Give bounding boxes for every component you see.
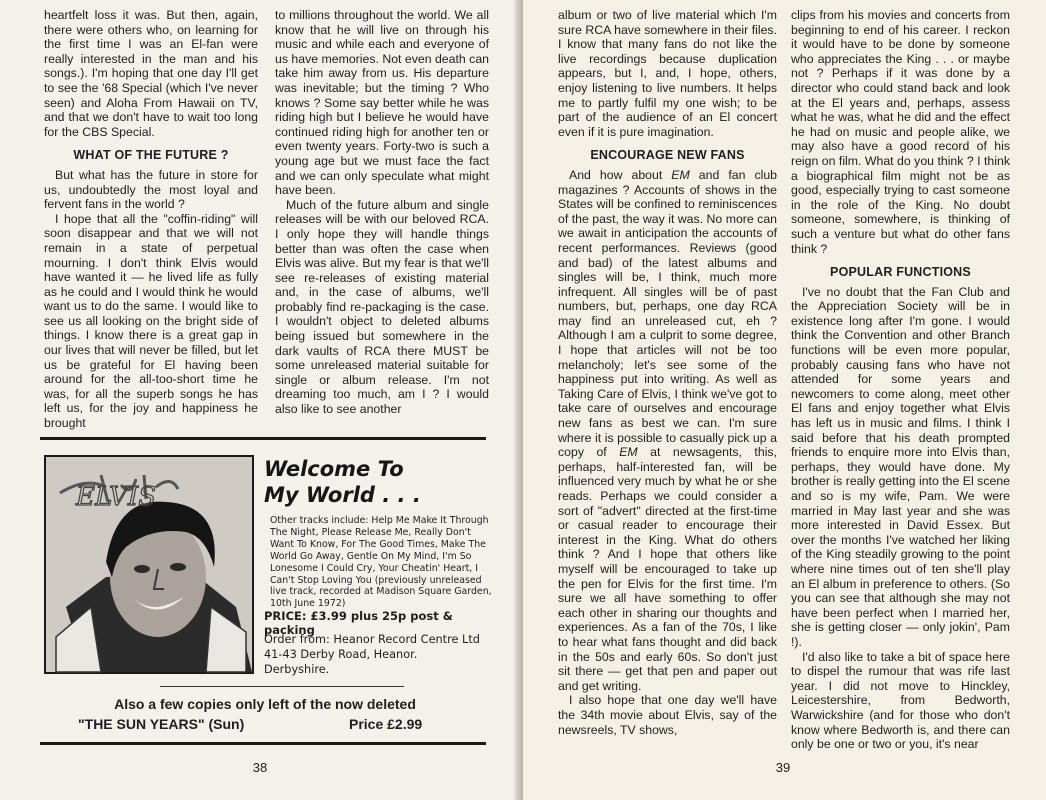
section-heading-future: WHAT OF THE FUTURE ? xyxy=(73,148,229,163)
ad-title-line-2: My World . . . xyxy=(264,483,421,507)
paragraph: to millions throughout the world. We all know that he will live on through his music and while each and everyone of us have memories. Not even death can take him away from us. His departure was inevitable; but the timing ? Who knows ? Some say better while he was riding high but I believe he would have continued riding high for another ten or even twenty years. Forty-two is such a young age but we must face the fact and we can only speculate what might have been. xyxy=(275,8,489,198)
order-line-1: Order from: Heanor Record Centre Ltd xyxy=(264,633,480,646)
paragraph: I also hope that one day we'll have the 34th movie about Elvis, say of the newsreels, TV shows, xyxy=(558,693,777,737)
right-column-1 xyxy=(558,8,777,743)
cover-logo-lettering: ELVIS xyxy=(76,482,157,512)
section-heading-popular: POPULAR FUNCTIONS xyxy=(830,265,971,280)
paragraph: album or two of live material which I'm sure RCA have somewhere in their files. I know that many fans do not like the live recordings because duplication appears, but I, and, I hope, others, enjoy listening to live numbers. It helps me to partly fulfil my one wish; to be part of the audience of an El concert even if it is pure imagination. xyxy=(558,8,777,139)
elvis-portrait-illustration xyxy=(46,457,252,672)
divider-top xyxy=(40,437,486,440)
ad-price: PRICE: £3.99 plus 25p post & packing xyxy=(264,609,453,637)
order-line-2: 41-43 Derby Road, Heanor. xyxy=(264,648,418,661)
paragraph: I've no doubt that the Fan Club and the Appreciation Society will be in existence long after I'm gone. I would think the Convention and other Branch functions will be even more popular, probably causing fans who have not attended for some years and newcomers to come along, meet other El fans and enjoy together what Elvis has left us in music and films. I think I said before that his death prompted friends to enquire more into Elvis than, perhaps, they would have done. My brother is really getting into the El scene and so is my wife, Pam. We were married in May last year and she was more interested in David Essex. But over the months I've watched her liking of the King steadily growing to the point where nine times out of ten she'll play an El album in preference to others. (So you can see that although she may not have been perfect when I married her, she is getting closer — only jokin', Pam !). xyxy=(791,284,1010,649)
paragraph: heartfelt loss it was. But then, again, there were others who, on learning for the first time I was an El-fan were really interested in the man and his songs.). I'm hoping that one day I'll get to see the '68 Special (which I've never seen) and Aloha From Hawaii on TV, and that we don't have to wait too long for the CBS Special. xyxy=(44,8,258,139)
sun-years-title: "THE SUN YEARS" (Sun) xyxy=(78,716,245,732)
album-cover-image xyxy=(44,455,254,674)
also-available-text: Also a few copies only left of the now deleted xyxy=(114,696,416,712)
ad-track-list: Other tracks include: Help Me Make It Through The Night, Please Release Me, Really Don't Want To Know, For The Good Times, Make The World Go Away, Gentle On My Mind, I'm So Lonesome I Could Cry, Your Cheatin' Heart, I Can't Stop Loving You (previously unreleased live track, recorded at Madison Square Garden, 10th June 1972) xyxy=(270,515,492,610)
right-column-2 xyxy=(791,8,1010,752)
left-page xyxy=(0,0,520,800)
right-page xyxy=(523,0,1046,800)
paragraph: I'd also like to take a bit of space here to dispel the rumour that was rife last year. I did not move to Hinckley, Leicestershire, from Bedworth, Warwickshire (and for those who don't know where Bedworth is, and there can only be one or two or you, it's near xyxy=(791,649,1010,752)
ad-separator xyxy=(160,686,404,687)
page-number-right: 39 xyxy=(775,760,791,775)
divider-bottom xyxy=(40,742,486,745)
sun-years-price: Price £2.99 xyxy=(349,716,423,732)
section-heading-encourage: ENCOURAGE NEW FANS xyxy=(590,148,745,163)
page-number-left: 38 xyxy=(252,760,268,775)
ad-title xyxy=(264,456,494,508)
ad-order-address xyxy=(264,632,494,677)
paragraph: And how about EM and fan club magazines ? Accounts of shows in the States will be confined to reminiscences of the past, the way it was. No more can we await in anticipation the accounts of recent performances. Reviews (good and bad) of the latest albums and singles will be, I think, much more infrequent. All singles will be of past numbers, but, perhaps, one day RCA may find an unreleased cut, eh ? Although I am a culprit to some degree, I hope that articles will not be too melancholy; let's see some of the happiness put into writing. As well as Taking Care of Elvis, I think we've got to take care of ourselves and encourage new fans as best we can. I'm sure where it is possible to casually pick up a copy of EM at newsagents, this, perhaps, half-interested fan, will be influenced very much by what he or she reads. Perhaps we could consider a sort of "advert" directed at the first-time or casual reader to encourage their interest in the King. What do others think ? And I hope that others like myself will be encouraged to take up the pen for Elvis for the first time. I'm sure we all have something to offer each other in sharing our thoughts and experiences. As a fan of the 70s, I like to hear what fans thought and did back in the 50s and early 60s. So don't just sit there — get that pen and paper out and get writing. xyxy=(558,167,777,693)
left-column-2 xyxy=(275,8,489,433)
ad-title-line-1: Welcome To xyxy=(264,457,404,481)
paragraph: But what has the future in store for us, undoubtedly the most loyal and fervent fans in the world ? xyxy=(44,167,258,212)
left-column-1 xyxy=(44,8,258,433)
order-line-3: Derbyshire. xyxy=(264,663,330,676)
paragraph: I hope that all the "coffin-riding" will soon disappear and that we will not remain in a state of perpetual mourning. I don't think Elvis would have wanted it — he lived life as fully as he could and I would think he would want us to do the same. I would like to see us all looking on the bright side of things. I know there is a great gap in our lives that will never be filled, but let us be grateful for El having been around for the all-too-short time he was, for all the superb songs he has left us, for the joy and happiness he brought xyxy=(44,211,258,431)
paragraph: Much of the future album and single releases will be with our beloved RCA. I only hope they will handle things better than was often the case when Elvis was alive. But my fear is that we'll see re-releases of existing material and, in the case of albums, we'll probably find re-packaging is the case. I wouldn't object to deleted albums being issued but somewhere in the dark vaults of RCA there MUST be some unreleased material suitable for single or album release. I'm not dreaming too much, am I ? I would also like to see another xyxy=(275,197,489,417)
paragraph: clips from his movies and concerts from beginning to end of his career. I reckon it would have to be done by someone who appreciates the King . . . or maybe not ? Perhaps if it was done by a director who could stand back and look at the El years and, perhaps, assess what he was, what he did and the effect he had on music and people alike, we may also have a good record of his reign on film. What do you think ? I think a biographical film might not be as good, especially trying to cast someone in the role of the King. No doubt someone, somewhere, is thinking of such a venture but what do other fans think ? xyxy=(791,8,1010,256)
